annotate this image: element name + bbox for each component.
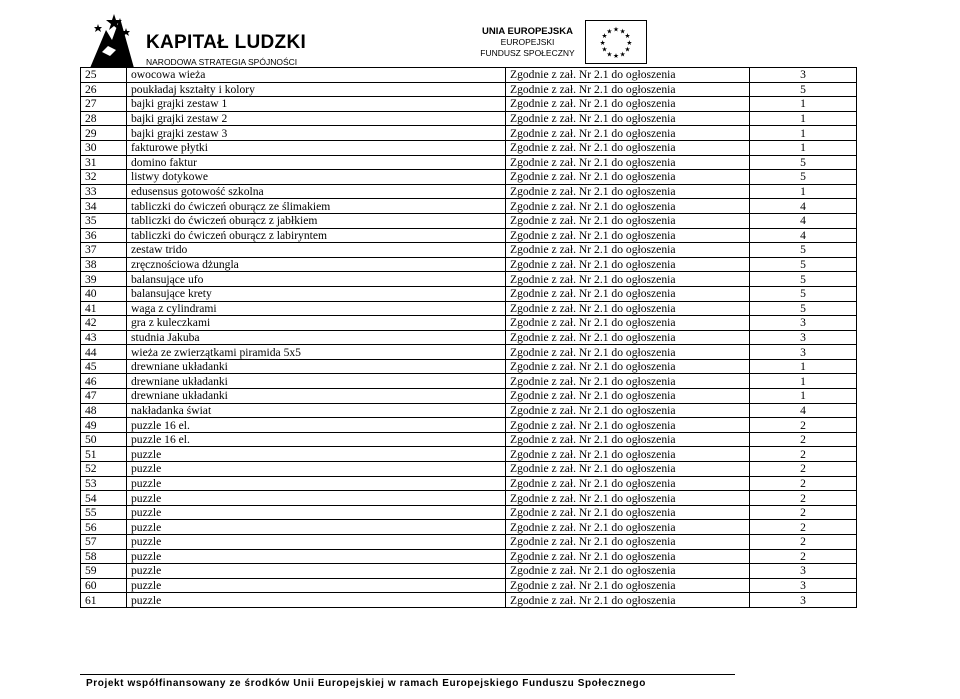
item-quantity: 4 bbox=[750, 213, 857, 228]
item-number: 45 bbox=[81, 359, 127, 374]
item-reference: Zgodnie z zał. Nr 2.1 do ogłoszenia bbox=[506, 213, 750, 228]
item-number: 52 bbox=[81, 462, 127, 477]
table-row bbox=[81, 228, 857, 243]
item-reference: Zgodnie z zał. Nr 2.1 do ogłoszenia bbox=[506, 418, 750, 433]
table-row bbox=[81, 272, 857, 287]
item-reference: Zgodnie z zał. Nr 2.1 do ogłoszenia bbox=[506, 462, 750, 477]
item-quantity: 3 bbox=[750, 593, 857, 608]
item-quantity: 3 bbox=[750, 345, 857, 360]
svg-text:★: ★ bbox=[601, 32, 608, 41]
item-quantity: 4 bbox=[750, 228, 857, 243]
item-reference: Zgodnie z zał. Nr 2.1 do ogłoszenia bbox=[506, 330, 750, 345]
item-quantity: 5 bbox=[750, 301, 857, 316]
item-name: listwy dotykowe bbox=[127, 170, 506, 185]
item-name: bajki grajki zestaw 3 bbox=[127, 126, 506, 141]
item-number: 46 bbox=[81, 374, 127, 389]
item-number: 36 bbox=[81, 228, 127, 243]
item-number: 56 bbox=[81, 520, 127, 535]
item-reference: Zgodnie z zał. Nr 2.1 do ogłoszenia bbox=[506, 286, 750, 301]
table-row bbox=[81, 505, 857, 520]
item-name: puzzle bbox=[127, 578, 506, 593]
table-row bbox=[81, 184, 857, 199]
item-number: 40 bbox=[81, 286, 127, 301]
table-row bbox=[81, 140, 857, 155]
item-quantity: 3 bbox=[750, 68, 857, 83]
item-quantity: 1 bbox=[750, 97, 857, 112]
item-quantity: 2 bbox=[750, 447, 857, 462]
item-name: puzzle bbox=[127, 491, 506, 506]
item-number: 57 bbox=[81, 535, 127, 550]
item-quantity: 2 bbox=[750, 432, 857, 447]
item-name: bajki grajki zestaw 2 bbox=[127, 111, 506, 126]
item-reference: Zgodnie z zał. Nr 2.1 do ogłoszenia bbox=[506, 389, 750, 404]
item-reference: Zgodnie z zał. Nr 2.1 do ogłoszenia bbox=[506, 257, 750, 272]
item-quantity: 3 bbox=[750, 330, 857, 345]
item-reference: Zgodnie z zał. Nr 2.1 do ogłoszenia bbox=[506, 111, 750, 126]
table-row bbox=[81, 549, 857, 564]
table-row bbox=[81, 374, 857, 389]
item-name: puzzle bbox=[127, 447, 506, 462]
item-quantity: 3 bbox=[750, 316, 857, 331]
item-reference: Zgodnie z zał. Nr 2.1 do ogłoszenia bbox=[506, 432, 750, 447]
item-reference: Zgodnie z zał. Nr 2.1 do ogłoszenia bbox=[506, 359, 750, 374]
table-row bbox=[81, 359, 857, 374]
item-name: owocowa wieża bbox=[127, 68, 506, 83]
table-row bbox=[81, 330, 857, 345]
item-name: drewniane układanki bbox=[127, 374, 506, 389]
kapital-ludzki-logo bbox=[86, 8, 307, 68]
item-number: 31 bbox=[81, 155, 127, 170]
item-number: 58 bbox=[81, 549, 127, 564]
item-number: 34 bbox=[81, 199, 127, 214]
table-row bbox=[81, 403, 857, 418]
item-reference: Zgodnie z zał. Nr 2.1 do ogłoszenia bbox=[506, 535, 750, 550]
svg-text:★: ★ bbox=[613, 25, 619, 34]
item-name: tabliczki do ćwiczeń oburącz z labiryntem bbox=[127, 228, 506, 243]
table-row bbox=[81, 243, 857, 258]
item-name: waga z cylindrami bbox=[127, 301, 506, 316]
item-name: puzzle bbox=[127, 535, 506, 550]
item-reference: Zgodnie z zał. Nr 2.1 do ogłoszenia bbox=[506, 155, 750, 170]
svg-text:★: ★ bbox=[599, 38, 606, 47]
table-row bbox=[81, 301, 857, 316]
item-reference: Zgodnie z zał. Nr 2.1 do ogłoszenia bbox=[506, 272, 750, 287]
eu-line-2: EUROPEJSKI bbox=[500, 37, 555, 47]
item-number: 37 bbox=[81, 243, 127, 258]
item-reference: Zgodnie z zał. Nr 2.1 do ogłoszenia bbox=[506, 228, 750, 243]
item-reference: Zgodnie z zał. Nr 2.1 do ogłoszenia bbox=[506, 243, 750, 258]
item-number: 55 bbox=[81, 505, 127, 520]
item-number: 60 bbox=[81, 578, 127, 593]
table-row bbox=[81, 97, 857, 112]
item-name: puzzle bbox=[127, 520, 506, 535]
item-quantity: 5 bbox=[750, 155, 857, 170]
item-number: 25 bbox=[81, 68, 127, 83]
item-number: 54 bbox=[81, 491, 127, 506]
table-row bbox=[81, 199, 857, 214]
item-name: puzzle 16 el. bbox=[127, 432, 506, 447]
item-name: poukładaj kształty i kolory bbox=[127, 82, 506, 97]
item-number: 42 bbox=[81, 316, 127, 331]
svg-text:★: ★ bbox=[601, 45, 608, 54]
eu-line-1: UNIA EUROPEJSKA bbox=[482, 26, 573, 37]
footer-text: Projekt współfinansowany ze środków Unii Europejskiej w ramach Europejskiego Funduszu Społecznego bbox=[86, 678, 646, 689]
item-reference: Zgodnie z zał. Nr 2.1 do ogłoszenia bbox=[506, 476, 750, 491]
table-row bbox=[81, 316, 857, 331]
item-number: 44 bbox=[81, 345, 127, 360]
item-quantity: 1 bbox=[750, 111, 857, 126]
item-reference: Zgodnie z zał. Nr 2.1 do ogłoszenia bbox=[506, 82, 750, 97]
item-name: gra z kuleczkami bbox=[127, 316, 506, 331]
item-quantity: 2 bbox=[750, 535, 857, 550]
item-quantity: 5 bbox=[750, 286, 857, 301]
item-quantity: 5 bbox=[750, 82, 857, 97]
table-row bbox=[81, 345, 857, 360]
table-row bbox=[81, 432, 857, 447]
item-quantity: 5 bbox=[750, 272, 857, 287]
item-reference: Zgodnie z zał. Nr 2.1 do ogłoszenia bbox=[506, 345, 750, 360]
item-name: balansujące krety bbox=[127, 286, 506, 301]
logo-title: KAPITAŁ LUDZKI bbox=[146, 32, 307, 53]
item-number: 51 bbox=[81, 447, 127, 462]
item-reference: Zgodnie z zał. Nr 2.1 do ogłoszenia bbox=[506, 593, 750, 608]
item-name: puzzle bbox=[127, 549, 506, 564]
table-row bbox=[81, 111, 857, 126]
item-quantity: 1 bbox=[750, 374, 857, 389]
item-quantity: 1 bbox=[750, 184, 857, 199]
item-name: fakturowe płytki bbox=[127, 140, 506, 155]
item-name: nakładanka świat bbox=[127, 403, 506, 418]
item-name: zręcznościowa dżungla bbox=[127, 257, 506, 272]
table-row bbox=[81, 213, 857, 228]
eu-line-3: FUNDUSZ SPOŁECZNY bbox=[480, 48, 575, 58]
logo-subtitle: NARODOWA STRATEGIA SPÓJNOŚCI bbox=[146, 57, 298, 67]
svg-text:★: ★ bbox=[624, 32, 631, 41]
item-reference: Zgodnie z zał. Nr 2.1 do ogłoszenia bbox=[506, 578, 750, 593]
item-reference: Zgodnie z zał. Nr 2.1 do ogłoszenia bbox=[506, 491, 750, 506]
item-number: 29 bbox=[81, 126, 127, 141]
item-quantity: 1 bbox=[750, 359, 857, 374]
table-row bbox=[81, 535, 857, 550]
item-number: 59 bbox=[81, 564, 127, 579]
item-reference: Zgodnie z zał. Nr 2.1 do ogłoszenia bbox=[506, 447, 750, 462]
item-number: 48 bbox=[81, 403, 127, 418]
item-number: 38 bbox=[81, 257, 127, 272]
eu-flag-icon bbox=[585, 20, 647, 64]
item-reference: Zgodnie z zał. Nr 2.1 do ogłoszenia bbox=[506, 140, 750, 155]
item-name: zestaw trido bbox=[127, 243, 506, 258]
item-number: 35 bbox=[81, 213, 127, 228]
svg-text:★: ★ bbox=[619, 27, 626, 36]
item-name: puzzle bbox=[127, 505, 506, 520]
item-number: 53 bbox=[81, 476, 127, 491]
table-row bbox=[81, 68, 857, 83]
table-row bbox=[81, 170, 857, 185]
table-row bbox=[81, 447, 857, 462]
item-quantity: 2 bbox=[750, 462, 857, 477]
item-reference: Zgodnie z zał. Nr 2.1 do ogłoszenia bbox=[506, 126, 750, 141]
items-table bbox=[80, 67, 857, 608]
table-row bbox=[81, 491, 857, 506]
item-name: drewniane układanki bbox=[127, 359, 506, 374]
item-number: 50 bbox=[81, 432, 127, 447]
item-reference: Zgodnie z zał. Nr 2.1 do ogłoszenia bbox=[506, 505, 750, 520]
item-quantity: 3 bbox=[750, 564, 857, 579]
footer-divider bbox=[80, 674, 735, 675]
table-row bbox=[81, 155, 857, 170]
item-reference: Zgodnie z zał. Nr 2.1 do ogłoszenia bbox=[506, 301, 750, 316]
table-row bbox=[81, 257, 857, 272]
svg-text:★: ★ bbox=[626, 38, 633, 47]
table-row bbox=[81, 476, 857, 491]
eu-text bbox=[480, 26, 575, 59]
item-number: 32 bbox=[81, 170, 127, 185]
svg-text:★: ★ bbox=[624, 45, 631, 54]
item-quantity: 2 bbox=[750, 418, 857, 433]
item-quantity: 1 bbox=[750, 140, 857, 155]
item-reference: Zgodnie z zał. Nr 2.1 do ogłoszenia bbox=[506, 403, 750, 418]
item-quantity: 5 bbox=[750, 243, 857, 258]
item-quantity: 4 bbox=[750, 199, 857, 214]
item-quantity: 4 bbox=[750, 403, 857, 418]
item-number: 28 bbox=[81, 111, 127, 126]
table-row bbox=[81, 286, 857, 301]
item-reference: Zgodnie z zał. Nr 2.1 do ogłoszenia bbox=[506, 316, 750, 331]
svg-text:★: ★ bbox=[613, 52, 619, 61]
table-row bbox=[81, 462, 857, 477]
item-reference: Zgodnie z zał. Nr 2.1 do ogłoszenia bbox=[506, 170, 750, 185]
item-reference: Zgodnie z zał. Nr 2.1 do ogłoszenia bbox=[506, 68, 750, 83]
item-name: puzzle bbox=[127, 593, 506, 608]
item-number: 47 bbox=[81, 389, 127, 404]
item-number: 39 bbox=[81, 272, 127, 287]
item-name: drewniane układanki bbox=[127, 389, 506, 404]
table-row bbox=[81, 418, 857, 433]
item-name: puzzle bbox=[127, 476, 506, 491]
item-number: 33 bbox=[81, 184, 127, 199]
svg-text:★: ★ bbox=[606, 50, 613, 59]
item-reference: Zgodnie z zał. Nr 2.1 do ogłoszenia bbox=[506, 564, 750, 579]
item-reference: Zgodnie z zał. Nr 2.1 do ogłoszenia bbox=[506, 374, 750, 389]
item-quantity: 1 bbox=[750, 126, 857, 141]
item-reference: Zgodnie z zał. Nr 2.1 do ogłoszenia bbox=[506, 520, 750, 535]
item-name: puzzle bbox=[127, 564, 506, 579]
item-name: wieża ze zwierzątkami piramida 5x5 bbox=[127, 345, 506, 360]
item-name: studnia Jakuba bbox=[127, 330, 506, 345]
item-reference: Zgodnie z zał. Nr 2.1 do ogłoszenia bbox=[506, 549, 750, 564]
item-quantity: 5 bbox=[750, 170, 857, 185]
item-number: 41 bbox=[81, 301, 127, 316]
eu-logo bbox=[480, 20, 650, 68]
table-row bbox=[81, 520, 857, 535]
item-number: 26 bbox=[81, 82, 127, 97]
item-quantity: 3 bbox=[750, 578, 857, 593]
item-name: tabliczki do ćwiczeń oburącz ze ślimakiem bbox=[127, 199, 506, 214]
item-name: tabliczki do ćwiczeń oburącz z jabłkiem bbox=[127, 213, 506, 228]
table-row bbox=[81, 564, 857, 579]
kapital-ludzki-emblem-icon bbox=[86, 10, 138, 70]
item-quantity: 2 bbox=[750, 491, 857, 506]
item-number: 49 bbox=[81, 418, 127, 433]
item-quantity: 2 bbox=[750, 505, 857, 520]
item-name: balansujące ufo bbox=[127, 272, 506, 287]
item-number: 30 bbox=[81, 140, 127, 155]
table-row bbox=[81, 82, 857, 97]
item-name: domino faktur bbox=[127, 155, 506, 170]
table-row bbox=[81, 389, 857, 404]
svg-text:★: ★ bbox=[619, 50, 626, 59]
item-quantity: 2 bbox=[750, 549, 857, 564]
table-row bbox=[81, 126, 857, 141]
table-row bbox=[81, 578, 857, 593]
item-reference: Zgodnie z zał. Nr 2.1 do ogłoszenia bbox=[506, 97, 750, 112]
item-reference: Zgodnie z zał. Nr 2.1 do ogłoszenia bbox=[506, 199, 750, 214]
svg-text:★: ★ bbox=[606, 27, 613, 36]
item-number: 61 bbox=[81, 593, 127, 608]
item-quantity: 2 bbox=[750, 476, 857, 491]
item-quantity: 1 bbox=[750, 389, 857, 404]
item-name: puzzle 16 el. bbox=[127, 418, 506, 433]
item-name: edusensus gotowość szkolna bbox=[127, 184, 506, 199]
item-quantity: 5 bbox=[750, 257, 857, 272]
item-name: puzzle bbox=[127, 462, 506, 477]
item-name: bajki grajki zestaw 1 bbox=[127, 97, 506, 112]
item-quantity: 2 bbox=[750, 520, 857, 535]
item-number: 27 bbox=[81, 97, 127, 112]
item-number: 43 bbox=[81, 330, 127, 345]
table-row bbox=[81, 593, 857, 608]
item-reference: Zgodnie z zał. Nr 2.1 do ogłoszenia bbox=[506, 184, 750, 199]
